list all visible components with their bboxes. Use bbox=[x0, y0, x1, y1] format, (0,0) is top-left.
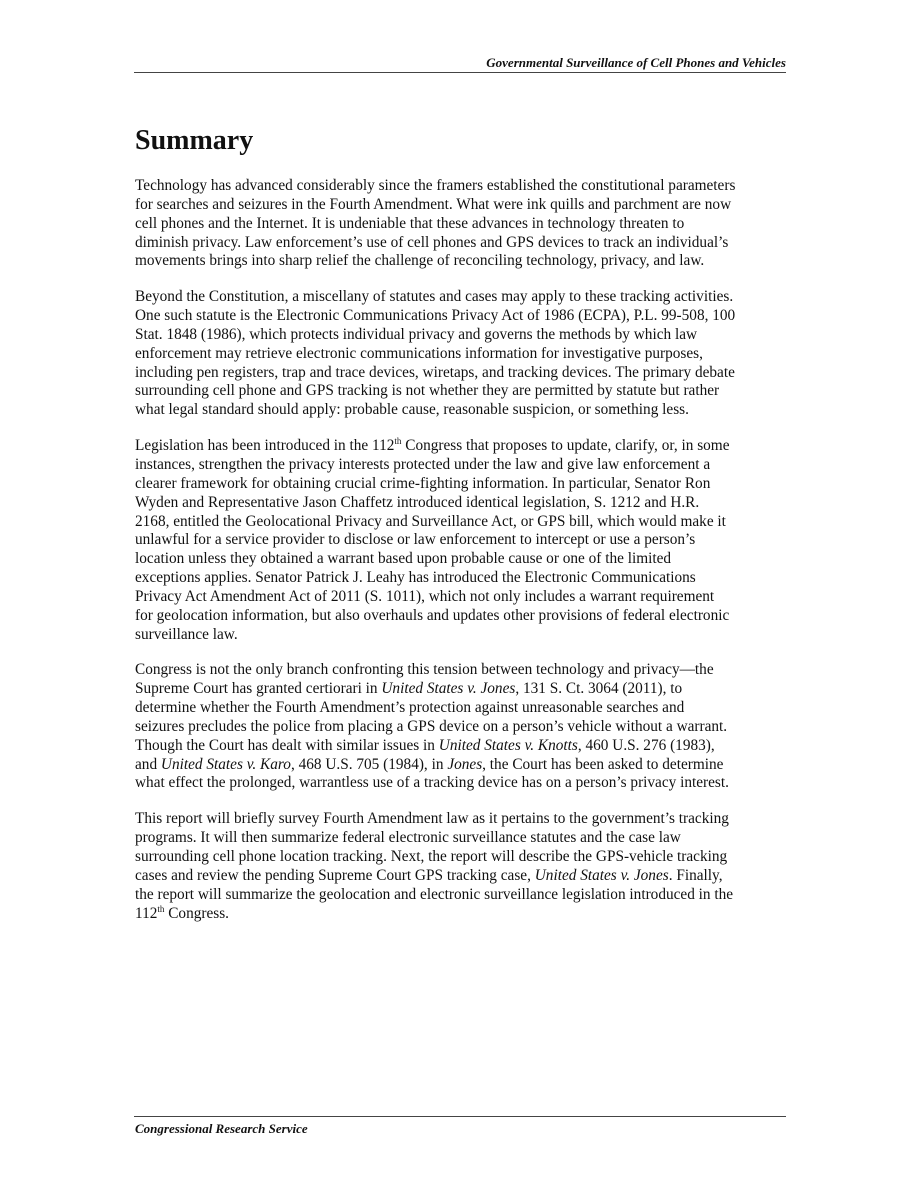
paragraph-line: Technology has advanced considerably since the framers established the constitutional parameters bbox=[135, 177, 736, 194]
paragraph-line: instances, strengthen the privacy interests protected under the law and give law enforcement a bbox=[135, 455, 711, 473]
paragraph-line: diminish privacy. Law enforcement’s use of cell phones and GPS devices to track an individual’s bbox=[135, 233, 729, 251]
running-footer: Congressional Research Service bbox=[135, 1121, 308, 1136]
paragraph-line: location unless they obtained a warrant based upon probable cause or one of the limited bbox=[135, 550, 672, 568]
text-run: Supreme Court has granted certiorari in bbox=[135, 680, 382, 698]
text-run: 112 bbox=[135, 904, 158, 922]
paragraph-line bbox=[135, 756, 790, 775]
paragraph-line: programs. It will then summarize federal electronic surveillance statutes and the case law bbox=[135, 829, 681, 847]
text-run: , 131 S. Ct. 3064 (2011), to bbox=[515, 680, 683, 698]
paragraph-line: seizures precludes the police from placing a GPS device on a person’s vehicle without a warrant. bbox=[135, 717, 728, 735]
paragraph-5 bbox=[135, 810, 790, 923]
paragraph-line: One such statute is the Electronic Communications Privacy Act of 1986 (ECPA), P.L. 99-508, 100 bbox=[135, 307, 736, 325]
paragraph-line: what legal standard should apply: probable cause, reasonable suspicion, or something less. bbox=[135, 401, 689, 419]
running-header: Governmental Surveillance of Cell Phones and Vehicles bbox=[486, 55, 786, 70]
summary-body bbox=[135, 177, 790, 940]
page-title: Summary bbox=[135, 125, 254, 156]
paragraph-line: for searches and seizures in the Fourth Amendment. What were ink quills and parchment are now bbox=[135, 195, 732, 213]
paragraph-line: movements brings into sharp relief the challenge of reconciling technology, privacy, and law. bbox=[135, 252, 705, 270]
paragraph-line bbox=[135, 437, 790, 456]
paragraph-line bbox=[135, 905, 790, 924]
text-run: . Finally, bbox=[668, 866, 723, 884]
case-citation: United States v. Jones bbox=[381, 680, 516, 698]
text-run: , 460 U.S. 276 (1983), bbox=[577, 736, 715, 754]
paragraph-2 bbox=[135, 288, 790, 420]
paragraph-line: what effect the prolonged, warrantless use of a tracking device has on a person’s privacy interest. bbox=[135, 774, 729, 792]
paragraph-line: cell phones and the Internet. It is undeniable that these advances in technology threaten to bbox=[135, 214, 685, 232]
header-rule bbox=[134, 72, 786, 73]
paragraph-line: Stat. 1848 (1986), which protects individual privacy and governs the methods by which law bbox=[135, 325, 698, 343]
paragraph-line: surveillance law. bbox=[135, 625, 238, 643]
paragraph-line: clearer framework for obtaining crucial crime-fighting information. In particular, Senator Ron bbox=[135, 474, 711, 492]
paragraph-line: Congress is not the only branch confronting this tension between technology and privacy—the bbox=[135, 661, 714, 679]
text-run: Congress. bbox=[164, 904, 229, 922]
text-run: and bbox=[135, 755, 161, 773]
text-run: cases and review the pending Supreme Court GPS tracking case, bbox=[135, 866, 535, 884]
paragraph-line: unlawful for a service provider to disclose or law enforcement to intercept or use a person’s bbox=[135, 531, 696, 549]
paragraph-line: This report will briefly survey Fourth Amendment law as it pertains to the government’s tracking bbox=[135, 810, 729, 828]
case-citation: United States v. Karo bbox=[160, 755, 291, 773]
ordinal-superscript: th bbox=[394, 436, 402, 447]
text-run: Legislation has been introduced in the 112 bbox=[135, 437, 395, 455]
ordinal-superscript: th bbox=[157, 903, 165, 914]
paragraph-line: Privacy Act Amendment Act of 2011 (S. 1011), which not only includes a warrant requirement bbox=[135, 587, 715, 605]
paragraph-line: the report will summarize the geolocation and electronic surveillance legislation introduced in the bbox=[135, 885, 734, 903]
case-citation: United States v. Jones bbox=[534, 866, 669, 884]
text-run: Congress that proposes to update, clarify, or, in some bbox=[401, 437, 730, 455]
paragraph-line bbox=[135, 680, 790, 699]
paragraph-line: Beyond the Constitution, a miscellany of statutes and cases may apply to these tracking activities. bbox=[135, 288, 734, 306]
case-citation: United States v. Knotts bbox=[438, 736, 578, 754]
footer-rule bbox=[134, 1116, 786, 1117]
paragraph-line: determine whether the Fourth Amendment’s protection against unreasonable searches and bbox=[135, 699, 685, 717]
paragraph-line: 2168, entitled the Geolocational Privacy and Surveillance Act, or GPS bill, which would make it bbox=[135, 512, 726, 530]
case-citation: Jones bbox=[447, 755, 483, 773]
paragraph-line: Wyden and Representative Jason Chaffetz introduced identical legislation, S. 1212 and H.R. bbox=[135, 493, 700, 511]
text-run: , 468 U.S. 705 (1984), in bbox=[290, 755, 448, 773]
paragraph-4 bbox=[135, 661, 790, 793]
paragraph-line: surrounding cell phone location tracking. Next, the report will describe the GPS-vehicle tracking bbox=[135, 848, 728, 865]
paragraph-3 bbox=[135, 437, 790, 644]
paragraph-line: exceptions applies. Senator Patrick J. Leahy has introduced the Electronic Communications bbox=[135, 569, 696, 587]
paragraph-1 bbox=[135, 177, 790, 271]
paragraph-line: enforcement may retrieve electronic communications information for investigative purposes, bbox=[135, 344, 703, 362]
text-run: Though the Court has dealt with similar issues in bbox=[135, 736, 439, 754]
paragraph-line: surrounding cell phone and GPS tracking is not whether they are permitted by statute but rather bbox=[135, 382, 720, 400]
paragraph-line bbox=[135, 867, 790, 886]
paragraph-line bbox=[135, 737, 790, 756]
paragraph-line: for geolocation information, but also overhauls and updates other provisions of federal electronic bbox=[135, 606, 730, 624]
paragraph-line: including pen registers, trap and trace devices, wiretaps, and tracking devices. The primary debate bbox=[135, 363, 735, 381]
text-run: , the Court has been asked to determine bbox=[482, 755, 724, 773]
